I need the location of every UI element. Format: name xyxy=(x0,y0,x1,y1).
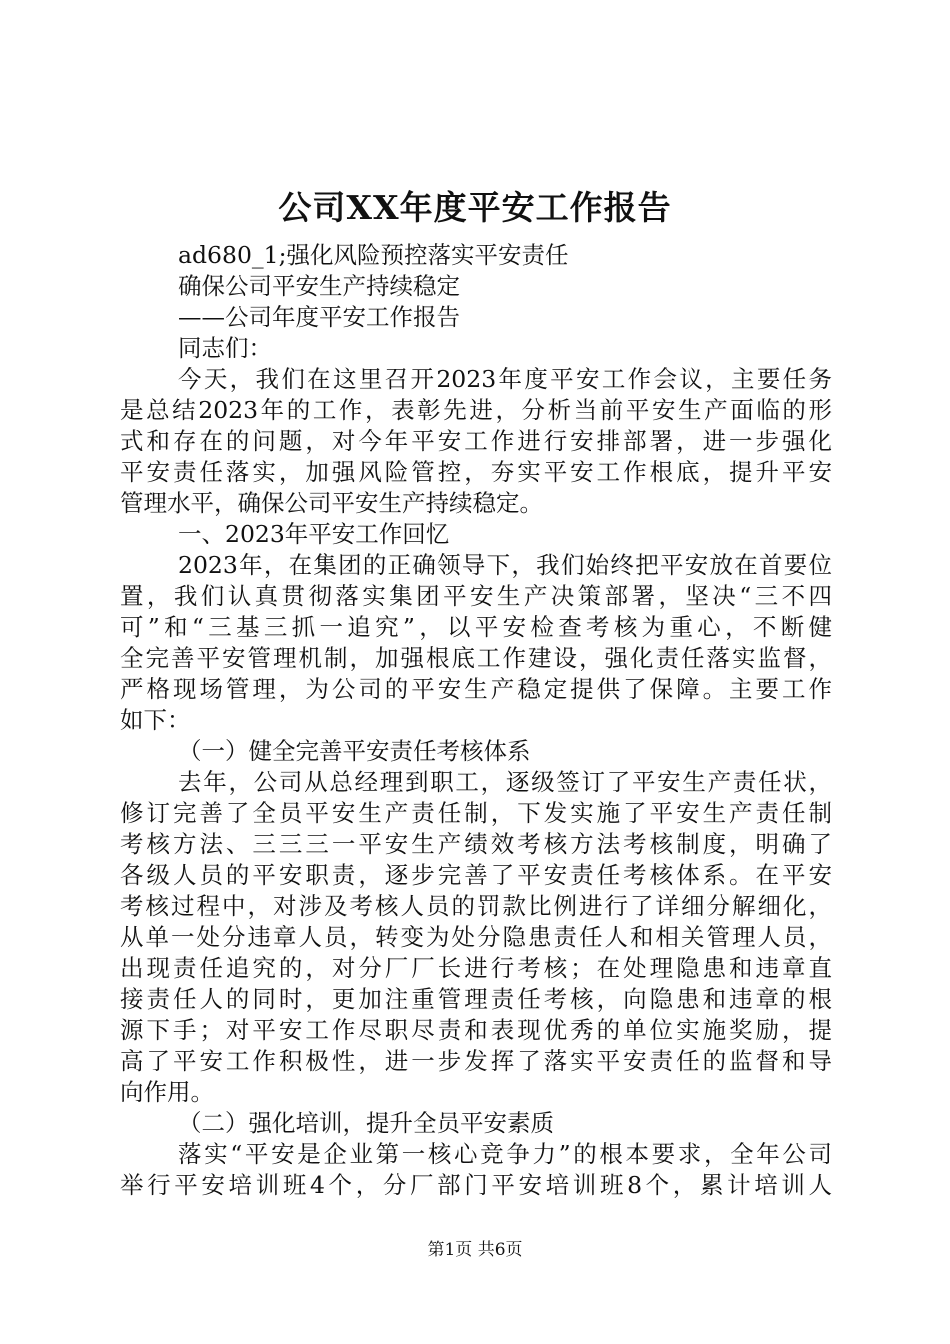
body-line: ad680_1;强化风险预控落实平安责任 xyxy=(178,241,569,269)
document-body xyxy=(120,240,832,1201)
body-line: 确保公司平安生产持续稳定 xyxy=(178,272,460,300)
body-line: 考核方法、三三三一平安生产绩效考核方法考核制度，明确了 xyxy=(120,830,832,858)
document-title: 公司XX年度平安工作报告 xyxy=(278,188,672,227)
page-footer: 第1页 共6页 xyxy=(427,1240,523,1260)
body-line: 一、2023年平安工作回忆 xyxy=(178,520,450,548)
body-line: 严格现场管理，为公司的平安生产稳定提供了保障。主要工作 xyxy=(120,675,832,703)
body-line: 如下： xyxy=(120,706,191,734)
body-line: 是总结2023年的工作，表彰先进，分析当前平安生产面临的形 xyxy=(120,396,832,424)
body-line: 去年，公司从总经理到职工，逐级签订了平安生产责任状， xyxy=(178,768,832,796)
body-line: 向作用。 xyxy=(120,1078,214,1106)
body-line: 置，我们认真贯彻落实集团平安生产决策部署，坚决“三不四 xyxy=(120,582,832,610)
body-line: 平安责任落实，加强风险管控，夯实平安工作根底，提升平安 xyxy=(120,458,832,486)
body-line: 修订完善了全员平安生产责任制，下发实施了平安生产责任制 xyxy=(120,799,832,827)
body-line: 考核过程中，对涉及考核人员的罚款比例进行了详细分解细化， xyxy=(120,892,832,920)
body-line: 各级人员的平安职责，逐步完善了平安责任考核体系。在平安 xyxy=(120,861,832,889)
body-line: 全完善平安管理机制，加强根底工作建设，强化责任落实监督， xyxy=(120,644,832,672)
body-line: 同志们： xyxy=(178,334,272,362)
body-line: 接责任人的同时，更加注重管理责任考核，向隐患和违章的根 xyxy=(120,985,832,1013)
body-line: 源下手；对平安工作尽职尽责和表现优秀的单位实施奖励，提 xyxy=(120,1016,832,1044)
body-line: 2023年，在集团的正确领导下，我们始终把平安放在首要位 xyxy=(178,551,832,579)
body-line: （二）强化培训，提升全员平安素质 xyxy=(178,1109,554,1137)
body-line: 高了平安工作积极性，进一步发挥了落实平安责任的监督和导 xyxy=(120,1047,832,1075)
body-line: 落实“平安是企业第一核心竞争力”的根本要求，全年公司 xyxy=(178,1140,832,1168)
body-line: 从单一处分违章人员，转变为处分隐患责任人和相关管理人员， xyxy=(120,923,832,951)
body-line: 管理水平，确保公司平安生产持续稳定。 xyxy=(120,489,543,517)
body-line: 可”和“三基三抓一追究”，以平安检查考核为重心，不断健 xyxy=(120,613,832,641)
body-line: 出现责任追究的，对分厂厂长进行考核；在处理隐患和违章直 xyxy=(120,954,832,982)
body-line: 举行平安培训班4个，分厂部门平安培训班8个，累计培训人 xyxy=(120,1171,832,1199)
body-line: （一）健全完善平安责任考核体系 xyxy=(178,737,531,765)
body-line: 今天，我们在这里召开2023年度平安工作会议，主要任务 xyxy=(178,365,832,393)
body-line: ——公司年度平安工作报告 xyxy=(178,303,460,331)
body-line: 式和存在的问题，对今年平安工作进行安排部署，进一步强化 xyxy=(120,427,832,455)
